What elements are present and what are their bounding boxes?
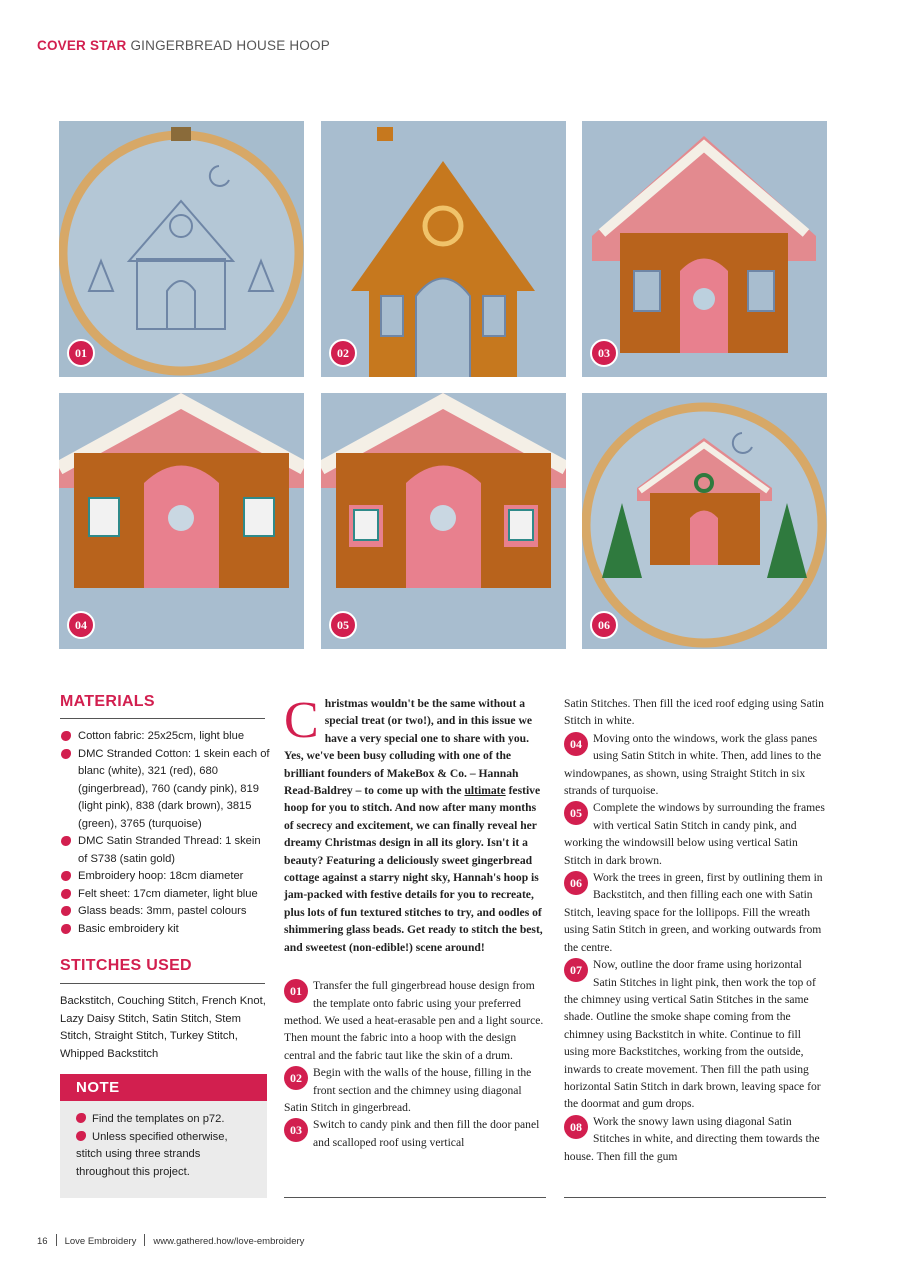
photo-label-badge: 01 xyxy=(67,339,95,367)
step-number-badge: 04 xyxy=(564,732,588,756)
step-paragraph: 06 Work the trees in green, first by outlining them in Backstitch, and then filling each one with Satin Stitch, leaving space for the lollipops. Fill the wreath using Satin Stitch in green, and working outwards from the centre. xyxy=(564,871,823,954)
step-paragraph: 02 Begin with the walls of the house, filling in the front section and the chimney using diagonal Satin Stitch in gingerbread. xyxy=(284,1066,532,1114)
article-column-3 xyxy=(564,695,826,1165)
divider xyxy=(564,1197,826,1198)
section-label: COVER STAR xyxy=(37,38,127,53)
step-photo-5 xyxy=(321,393,566,649)
list-item: Felt sheet: 17cm diameter, light blue xyxy=(60,886,270,904)
photo-label-badge: 04 xyxy=(67,611,95,639)
divider xyxy=(284,1197,546,1198)
note-box xyxy=(60,1074,267,1198)
list-item: Basic embroidery kit xyxy=(60,921,270,939)
list-item: Glass beads: 3mm, pastel colours xyxy=(60,903,270,921)
step-paragraph: 04 Moving onto the windows, work the glass panes using Satin Stitch in white. Then, add lines to the windowpanes, as shown, using Straight Stitch in six strands of turquoise. xyxy=(564,731,822,798)
materials-heading: MATERIALS xyxy=(60,693,155,710)
running-header xyxy=(37,38,330,53)
step-number-badge: 02 xyxy=(284,1066,308,1090)
divider xyxy=(60,983,265,984)
stitches-heading: STITCHES USED xyxy=(60,957,192,974)
header-title: GINGERBREAD HOUSE HOOP xyxy=(130,38,330,53)
photo-label-badge: 06 xyxy=(590,611,618,639)
bullet-icon xyxy=(76,1131,86,1141)
note-item: Find the templates on p72. xyxy=(76,1111,255,1129)
step-paragraph: 01 Transfer the full gingerbread house design from the template onto fabric using your preferred method. We used a heat-erasable pen and a light source. Then mount the fabric into a hoop with the design central and the fabric taut like the skin of a drum. xyxy=(284,979,544,1062)
step-number-badge: 05 xyxy=(564,801,588,825)
list-item: DMC Satin Stranded Thread: 1 skein of S738 (satin gold) xyxy=(60,833,270,868)
step-paragraph: 05 Complete the windows by surrounding the frames with vertical Satin Stitch in candy pink, and working the windowsill below using vertical Satin Stitch in dark brown. xyxy=(564,801,825,867)
step-photo-1 xyxy=(59,121,304,377)
list-item: Cotton fabric: 25x25cm, light blue xyxy=(60,728,270,746)
step-photo-2 xyxy=(321,121,566,377)
step-number-badge: 06 xyxy=(564,871,588,895)
photo-label-badge: 02 xyxy=(329,339,357,367)
drop-cap: C xyxy=(284,692,319,749)
divider xyxy=(60,718,265,719)
step-number-badge: 03 xyxy=(284,1118,308,1142)
step-number-badge: 07 xyxy=(564,958,588,982)
step-paragraph: 08 Work the snowy lawn using diagonal Satin Stitches in white, and directing them towards the house. Then fill the gum xyxy=(564,1114,820,1163)
continued-paragraph: Satin Stitches. Then fill the iced roof edging using Satin Stitch in white. xyxy=(564,697,824,728)
page-number: 16 xyxy=(37,1236,48,1247)
note-item: Unless specified otherwise, stitch using three strands throughout this project. xyxy=(76,1130,228,1178)
stitches-text: Backstitch, Couching Stitch, French Knot, Lazy Daisy Stitch, Satin Stitch, Stem Stitch, Straight Stitch, Turkey Stitch, Whipped Backstitch xyxy=(60,995,266,1060)
page-footer xyxy=(37,1234,304,1247)
list-item: DMC Stranded Cotton: 1 skein each of blanc (white), 321 (red), 680 (gingerbread), 760 (candy pink), 819 (light pink), 838 (dark brown), 3815 (green), 3765 (turquoise) xyxy=(60,746,270,834)
list-item: Embroidery hoop: 18cm diameter xyxy=(60,868,270,886)
step-paragraph: 07 Now, outline the door frame using horizontal Satin Stitches in light pink, then work the top of the chimney using vertical Satin Stitches in the same shade. Outline the smoke shape coming from the chimney using Backstitch in white. Continue to fill using more Backstitches, working from the outside, inwards to create movement. Then fill the path using horizontal Satin Stitch in dark brown, leaving space for the doormat and gum drops. xyxy=(564,958,821,1111)
step-number-badge: 08 xyxy=(564,1115,588,1139)
intro-paragraph: Christmas wouldn't be the same without a special treat (or two!), and in this issue we have a very special one to share with you. Yes, we've been busy colluding with one of the brilliant founders of MakeBox & Co. – Hannah Read-Baldrey – to come up with the ultimate festive hoop for you to stitch. And now after many months of secrecy and excitement, we can finally reveal her dreamy Christmas design in all its glory. Isn't it a beauty? Featuring a deliciously sweet gingerbread cottage against a starry night sky, Hannah's hoop is jam-packed with festive details for you to recreate, plus lots of fun textured stitches to try, and oodles of shimmering glass beads. Get ready to stitch the best, and sweetest (non-edible!) scene around! xyxy=(284,692,543,954)
note-heading: NOTE xyxy=(60,1074,267,1101)
bullet-icon xyxy=(76,1113,86,1123)
article-column-2 xyxy=(284,692,548,1151)
step-number-badge: 01 xyxy=(284,979,308,1003)
photo-label-badge: 05 xyxy=(329,611,357,639)
step-paragraph: 03 Switch to candy pink and then fill the door panel and scalloped roof using vertical xyxy=(284,1116,548,1151)
website-link[interactable]: www.gathered.how/love-embroidery xyxy=(153,1236,305,1247)
magazine-name: Love Embroidery xyxy=(64,1236,137,1247)
step-photo-6 xyxy=(582,393,827,649)
step-photo-4 xyxy=(59,393,304,649)
step-photo-3 xyxy=(582,121,827,377)
materials-list xyxy=(60,728,270,938)
photo-label-badge: 03 xyxy=(590,339,618,367)
